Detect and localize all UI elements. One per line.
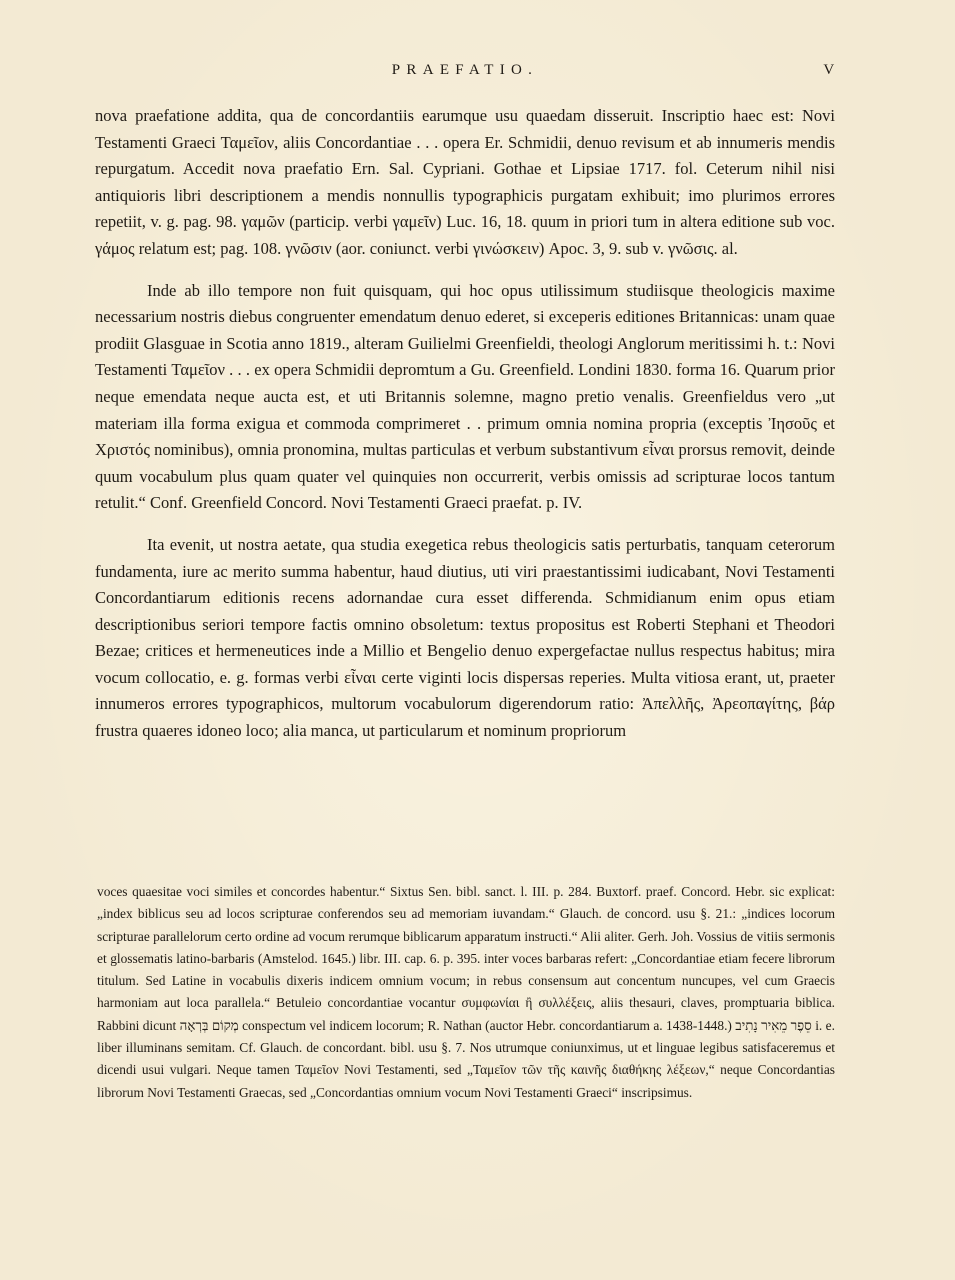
running-header <box>95 62 835 84</box>
running-title: PRAEFATIO. <box>391 62 539 78</box>
paragraph: Ita evenit, ut nostra aetate, qua studia exegetica rebus theologicis satis perturbatis, tanquam ceterorum fundamenta, iure ac merito summa habentur, haud diutius, uti viri praestantissimi iudicabant, Novi Testamenti Concordantiarum editionis recens adornandae cura esset differenda. Schmidianum enim opus etiam descriptionibus seriori tempore factis omnino obsoletum: textus propositus est Roberti Stephani et Theodori Bezae; critices et hermeneutices inde a Millio et Bengelio denuo expergefactae nullus respectus habitus; mira vocum collocatio, e. g. formas verbi εἶναι certe viginti locis dispersas reperies. Multa vitiosa erant, ut, praeter innumeros errores typographicos, multorum vocabulorum digerendorum ratio: Ἀπελλῆς, Ἀρεοπαγίτης, βάρ frustra quaeres idoneo loco; alia manca, ut particularum et nominum propriorum <box>95 534 835 741</box>
page-number: V <box>823 62 835 78</box>
main-text <box>95 103 835 760</box>
footnotes <box>97 881 835 1104</box>
paragraph: Inde ab illo tempore non fuit quisquam, qui hoc opus utilissimum studiisque theologicis maxime necessarium nostris diebus congruenter emendatum denuo ederet, si exceperis editiones Britannicas: unam quae prodiit Glasguae in Scotia anno 1819., alteram Guilielmi Greenfieldi, theologi Anglorum meritissimi h. t.: Novi Testamenti Ταμεῖον . . . ex opera Schmidii depromtum a Gu. Greenfield. Londini 1830. forma 16. Quarum prior neque emendata neque aucta est, et uti Britannis solemne, magno pretio venalis. Greenfieldus vero „ut materiam illa forma exigua et commoda comprimeret . . primum omnia nomina propria (exceptis Ἰησοῦς et Χριστός nominibus), omnia pronomina, multas particulas et verbum substantivum εἶναι prorsus removit, deinde quum vocabulum plus quam quater vel quinquies non occurrerit, verbis omissis ad scripturae locos tantum retulit.“ Conf. Greenfield Concord. Novi Testamenti Graeci praefat. p. IV. <box>95 280 835 513</box>
footnote: voces quaesitae voci similes et concordes habentur.“ Sixtus Sen. bibl. sanct. l. III. p. 284. Buxtorf. praef. Concord. Hebr. sic explicat: „index biblicus seu ad locos scripturae conferendos seu ad memoriam iuvandam.“ Glauch. de concord. usu §. 21.: „indices locorum scripturae parallelorum certo ordine ad vocum rerumque biblicarum apparatum instructi.“ Alii aliter. Gerh. Joh. Vossius de vitiis sermonis et glossematis latino-barbaris (Amstelod. 1645.) libr. III. cap. 6. p. 395. inter voces barbaras refert: „Concordantiae etiam fecere librorum titulum. Sed Latine in vocabulis dixeris indicem omnium vocum; in rebus consensum aut concentum nuncupes, vel cum Graecis harmoniam aut loca parallela.“ Betuleio concordantiae vocantur συμφωνίαι ἢ συλλέξεις, aliis thesauri, claves, promptuaria biblica. Rabbini dicunt מְקוֹם בְּרְאָה conspectum vel indicem locorum; R. Nathan (auctor Hebr. concordantiarum a. 1438-1448.) סֵפֶר מֵאִיר נָתִיב i. e. liber illuminans semitam. Cf. Glauch. de concordant. bibl. usu §. 7. Nos utrumque coniunximus, ut et linguae legibus satisfaceremus et dicendi usui vulgari. Neque tamen Ταμεῖον Novi Testamenti, sed „Ταμεῖον τῶν τῆς καινῆς διαθήκης λέξεων,“ neque Concordantias librorum Novi Testamenti Graecas, sed „Concordantias omnium vocum Novi Testamenti Graeci“ inscripsimus. <box>97 884 835 1100</box>
paragraph: nova praefatione addita, qua de concordantiis earumque usu quaedam disseruit. Inscriptio haec est: Novi Testamenti Graeci Ταμεῖον, aliis Concordantiae . . . opera Er. Schmidii, denuo revisum et ab innumeris mendis repurgatum. Accedit nova praefatio Ern. Sal. Cypriani. Gothae et Lipsiae 1717. fol. Ceterum nihil nisi antiquioris libri descriptionem a mendis nonnullis typographicis purgatam exhibuit; imo plurimos errores repetiit, v. g. pag. 98. γαμῶν (particip. verbi γαμεῖν) Luc. 16, 18. quum in priori tum in altera editione sub voc. γάμος relatum est; pag. 108. γνῶσιν (aor. coniunct. verbi γινώσκειν) Apoc. 3, 9. sub v. γνῶσις. al. <box>95 106 835 258</box>
